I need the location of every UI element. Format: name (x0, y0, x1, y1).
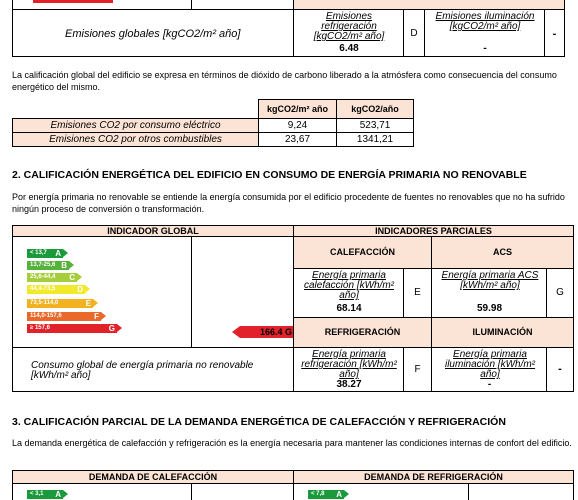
acs-value: 59.98 (476, 303, 503, 314)
demand-table (12, 470, 574, 500)
refrigeracion-letter: D (410, 28, 418, 39)
demand-cal-bar-a: < 3,1 A (27, 490, 63, 499)
demanda-refrigeracion-header: DEMANDA DE REFRIGERACIÓN (293, 470, 574, 484)
section3-text: La demanda energética de calefacción y refrigeración es la energía necesaria para mantener las condiciones internas de confort del edificio. (12, 438, 572, 448)
iluminacion-letter: - (552, 28, 557, 40)
scale-bar-f: 114,0-157,6 F (27, 312, 101, 321)
global-value-arrow (240, 326, 294, 338)
emisiones-iluminacion-label: Emisiones iluminación [kgCO2/m² año] (435, 11, 535, 32)
scale-bar-c: 25,6-44,4 C (27, 273, 77, 282)
calefaccion-value: 68.14 (336, 303, 362, 314)
global-arrow-tip (232, 326, 240, 338)
co2-table (12, 99, 412, 149)
top-table (12, 0, 572, 58)
section2-title: 2. CALIFICACIÓN ENERGÉTICA DEL EDIFICIO EN CONSUMO DE ENERGÍA PRIMARIA NO RENOVABLE (12, 169, 527, 181)
calefaccion-label: Energía primaria calefacción [kWh/m² año] (303, 270, 395, 301)
iluminacion-consumo-letter: - (558, 363, 562, 375)
global-value: 166.4 G (259, 327, 292, 337)
co2-row-otros-m2: 23,67 (258, 132, 337, 147)
refrigeracion-value: 38.27 (336, 379, 362, 390)
scale-bar-e: 73,5-114,0 E (27, 299, 93, 308)
scale-bar-g: ≥ 157,6 G (27, 324, 117, 333)
global-value-cell (191, 236, 294, 348)
energy-scale-cell (12, 236, 192, 348)
top-red-bar (33, 0, 113, 3)
acs-label: Energía primaria ACS [kWh/m² año] (441, 270, 539, 291)
co2-header-m2: kgCO2/m² año (258, 99, 337, 119)
consumption-table (12, 225, 574, 393)
indicador-global-header: INDICADOR GLOBAL (12, 225, 294, 237)
co2-row-electrico-year: 523,71 (336, 118, 414, 133)
acs-header: ACS (431, 236, 574, 269)
emisiones-iluminacion-value: - (483, 43, 487, 54)
global-label: Consumo global de energía primaria no renovable [kWh/m² año] (31, 360, 254, 381)
co2-row-electrico-label: Emisiones CO2 por consumo eléctrico (12, 118, 259, 133)
refrigeracion-label: Energía primaria refrigeración [kWh/m² año] (301, 349, 397, 380)
demand-ref-bar-a: < 7,8 A (308, 490, 344, 499)
section3-title: 3. CALIFICACIÓN PARCIAL DE LA DEMANDA ENERGÉTICA DE CALEFACCIÓN Y REFRIGERACIÓN (12, 416, 506, 428)
co2-header-year: kgCO2/año (336, 99, 414, 119)
scale-bar-a: < 13,7 A (27, 249, 63, 258)
energy-scale (27, 249, 177, 348)
iluminacion-header: ILUMINACIÓN (431, 317, 574, 348)
section2-text: Por energía primaria no renovable se entiende la energía consumida por el edificio procedente de fuentes no renovables que no ha sufrido ningún proceso de conversión o transformación. (12, 192, 565, 214)
co2-row-otros-year: 1341,21 (336, 132, 414, 147)
scale-bar-b: 13,7-25,6 B (27, 261, 69, 270)
demanda-calefaccion-header: DEMANDA DE CALEFACCIÓN (12, 470, 294, 484)
emisiones-globales-label: Emisiones globales [kgCO2/m² año] (65, 28, 241, 40)
refrigeracion-header: REFRIGERACIÓN (293, 317, 432, 348)
co2-row-otros-label: Emisiones CO2 por otros combustibles (12, 132, 259, 147)
indicadores-parciales-header: INDICADORES PARCIALES (293, 225, 574, 237)
calefaccion-header: CALEFACCIÓN (293, 236, 432, 269)
iluminacion-consumo-label: Energía primaria iluminación [kWh/m² año] (444, 349, 536, 380)
scale-bar-d: 44,4-73,5 D (27, 285, 85, 294)
global-label-cell (12, 347, 294, 392)
calefaccion-letter: E (414, 287, 421, 298)
co2-row-electrico-m2: 9,24 (258, 118, 337, 133)
co2-intro-text: La calificación global del edificio se expresa en términos de dióxido de carbono liberado a la atmósfera como consecuencia del consumo energético del mismo. (12, 70, 557, 92)
emisiones-refrigeracion-label: Emisiones refrigeración [kgCO2/m² año] (313, 11, 385, 42)
refrigeracion-consumo-letter: F (414, 364, 421, 375)
iluminacion-consumo-value: - (487, 379, 492, 390)
acs-letter: G (556, 287, 564, 298)
emisiones-refrigeracion-value: 6.48 (339, 43, 359, 54)
